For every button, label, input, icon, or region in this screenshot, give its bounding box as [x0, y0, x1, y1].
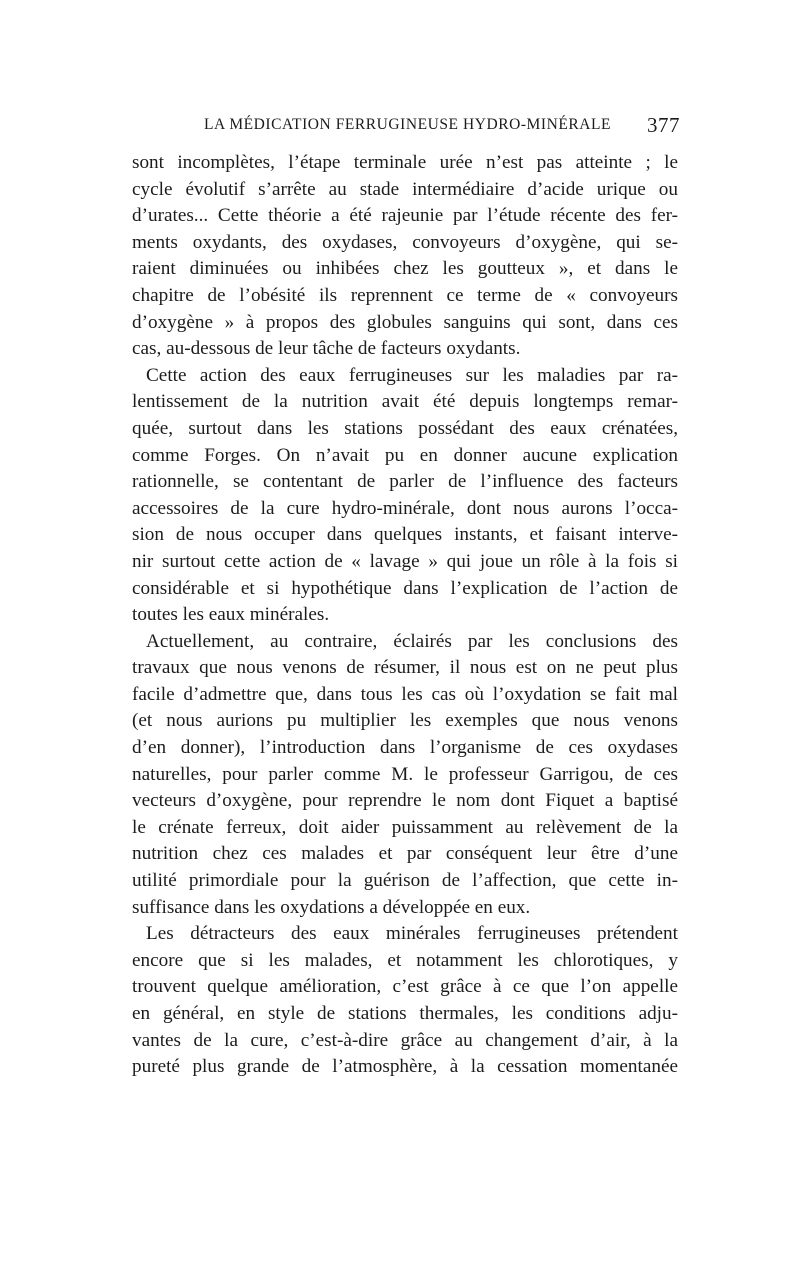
text-line: comme Forges. On n’avait pu en donner aucune explication [132, 444, 678, 466]
text-line: chapitre de l’obésité ils reprennent ce terme de « convoyeurs [132, 284, 678, 306]
text-line: sion de nous occuper dans quelques instants, et faisant interve- [132, 524, 678, 546]
text-line: lentissement de la nutrition avait été depuis longtemps remar- [132, 391, 678, 413]
text-line: cas, au-dessous de leur tâche de facteurs oxydants. [132, 338, 521, 360]
text-line: accessoires de la cure hydro-minérale, dont nous aurons l’occa- [132, 497, 678, 519]
text-line: vantes de la cure, c’est-à-dire grâce au changement d’air, à la [132, 1029, 678, 1051]
paragraph-first-line: Les détracteurs des eaux minérales ferrugineuses prétendent [146, 923, 678, 945]
text-line: raient diminuées ou inhibées chez les goutteux », et dans le [132, 258, 678, 280]
text-line: utilité primordiale pour la guérison de l’affection, que cette in- [132, 870, 678, 892]
text-line: quée, surtout dans les stations possédant des eaux crénatées, [132, 417, 678, 439]
paragraph-first-line: Actuellement, au contraire, éclairés par les conclusions des [146, 630, 678, 652]
text-line: naturelles, pour parler comme M. le professeur Garrigou, de ces [132, 763, 678, 785]
text-line: trouvent quelque amélioration, c’est grâce à ce que l’on appelle [132, 976, 678, 998]
page-number: 377 [647, 113, 680, 137]
text-line: toutes les eaux minérales. [132, 604, 330, 626]
text-line: (et nous aurions pu multiplier les exemples que nous venons [132, 710, 678, 732]
text-line: considérable et si hypothétique dans l’explication de l’action de [132, 577, 678, 599]
text-line: nutrition chez ces malades et par conséquent leur être d’une [132, 843, 678, 865]
text-line: d’urates... Cette théorie a été rajeunie par l’étude récente des fer- [132, 205, 678, 227]
running-header [204, 113, 680, 140]
text-line: nir surtout cette action de « lavage » qui joue un rôle à la fois si [132, 550, 678, 572]
body-text [132, 150, 678, 1081]
text-line: en général, en style de stations thermales, les conditions adju- [132, 1003, 678, 1024]
text-line: facile d’admettre que, dans tous les cas où l’oxydation se fait mal [132, 683, 678, 705]
text-line: le crénate ferreux, doit aider puissamment au relèvement de la [132, 816, 678, 838]
text-line: ments oxydants, des oxydases, convoyeurs d’oxygène, qui se- [132, 231, 678, 253]
text-line: cycle évolutif s’arrête au stade intermédiaire d’acide urique ou [132, 178, 678, 200]
text-line: sont incomplètes, l’étape terminale urée n’est pas atteinte ; le [132, 152, 678, 173]
text-line: d’en donner), l’introduction dans l’organisme de ces oxydases [132, 737, 678, 759]
text-line: rationnelle, se contentant de parler de l’influence des facteurs [132, 471, 678, 493]
paragraph-first-line: Cette action des eaux ferrugineuses sur les maladies par ra- [146, 364, 678, 386]
text-line: suffisance dans les oxydations a développée en eux. [132, 896, 531, 918]
text-line: encore que si les malades, et notamment les chlorotiques, y [132, 949, 678, 971]
text-line: d’oxygène » à propos des globules sanguins qui sont, dans ces [132, 311, 678, 333]
text-line: pureté plus grande de l’atmosphère, à la cessation momentanée [132, 1056, 678, 1078]
text-line: vecteurs d’oxygène, pour reprendre le nom dont Fiquet a baptisé [132, 790, 678, 812]
text-line: travaux que nous venons de résumer, il nous est on ne peut plus [132, 657, 678, 679]
running-title: LA MÉDICATION FERRUGINEUSE HYDRO-MINÉRALE [204, 116, 612, 133]
